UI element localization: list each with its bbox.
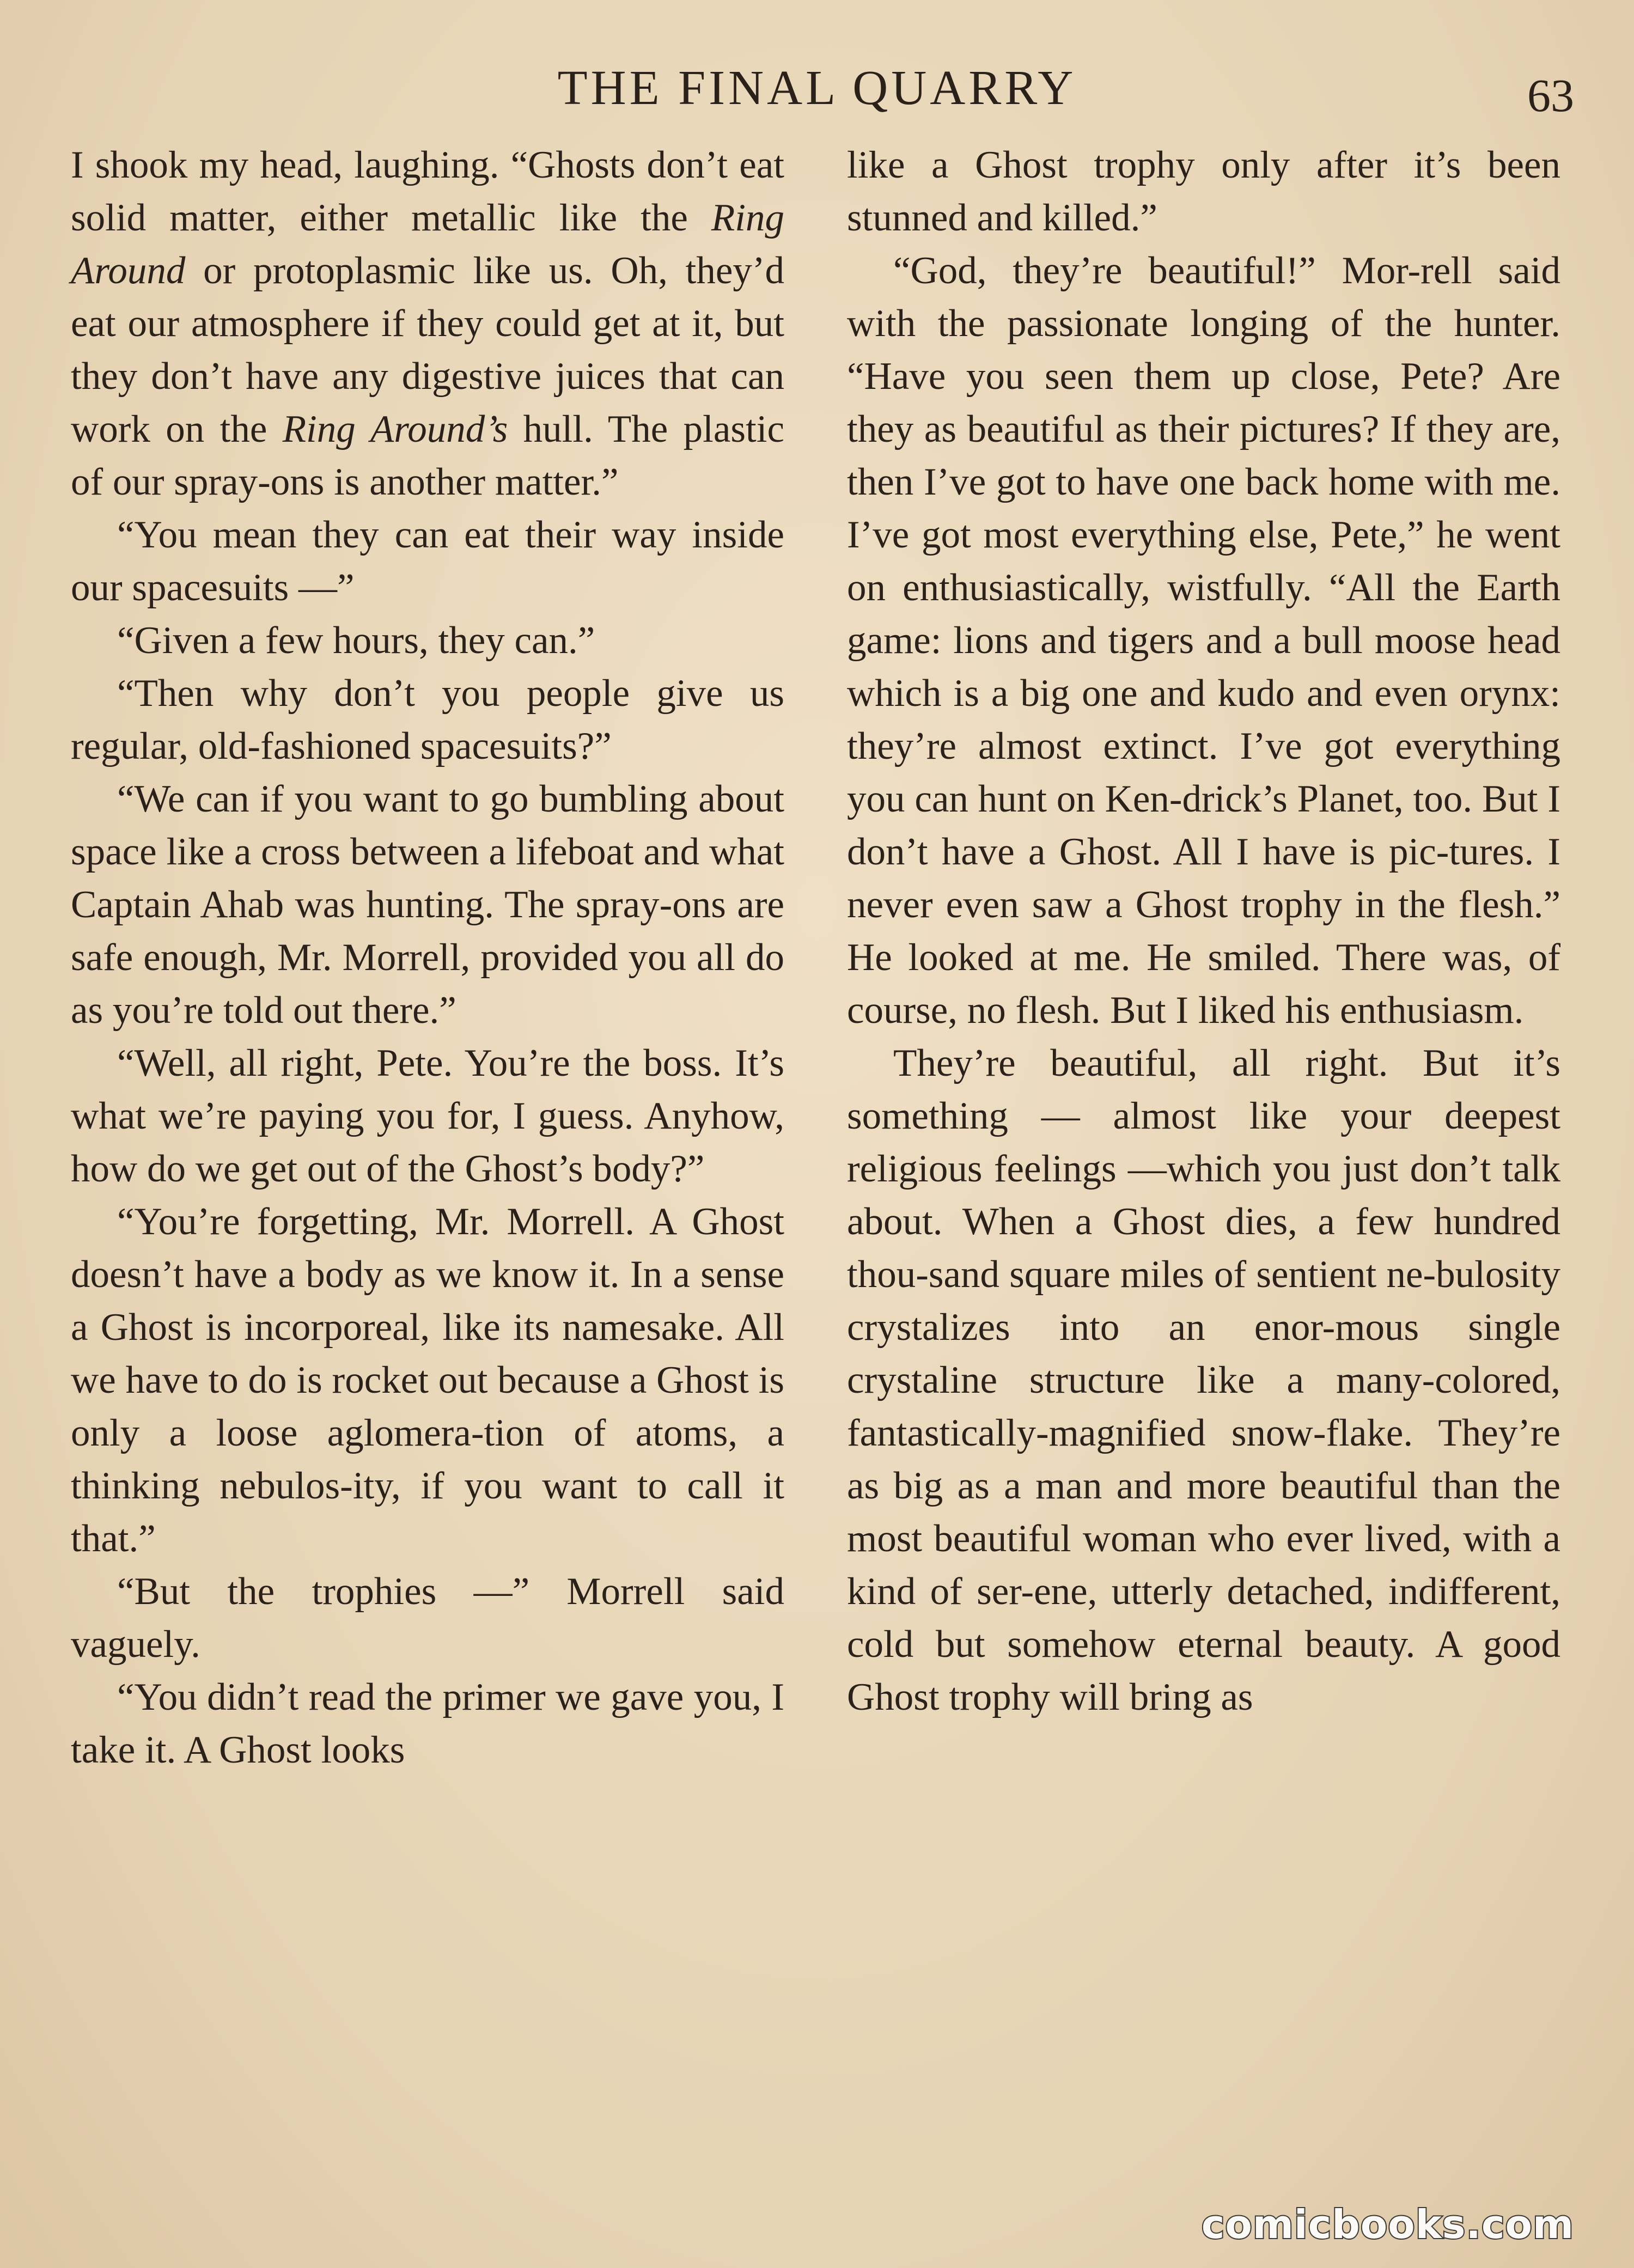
paragraph: “We can if you want to go bumbling about space like a cross between a lifeboat and what Captain Ahab was hunting. The spray-ons are safe enough, Mr. Morrell, provided you all do as you’re told out there.” — [71, 778, 784, 1032]
paragraph: “Given a few hours, they can.” — [117, 619, 595, 662]
running-title: THE FINAL QUARRY — [557, 61, 1077, 115]
watermark: comicbooks.com — [1201, 2202, 1574, 2247]
paragraph: “You’re forgetting, Mr. Morrell. A Ghost doesn’t have a body as we know it. In a sense a Ghost is incorporeal, like its namesake. All we have to do is rocket out because a Ghost is only a loose aglomera-tion of atoms, a thinking nebulos-ity, if you want to call it that.” — [71, 1200, 784, 1560]
paragraph: I shook my head, laughing. “Ghosts don’t eat solid matter, either metallic like the Ring Around or protoplasmic like us. Oh, they’d eat our atmosphere if they could get at it, but they don’t have any digestive juices that can work on the Ring Around’s hull. The plastic of our spray-ons is another matter.” — [71, 144, 784, 503]
paragraph: “You mean they can eat their way inside our spacesuits —” — [71, 514, 784, 609]
left-column — [71, 139, 784, 1777]
page-number: 63 — [1527, 69, 1574, 121]
ship-name: Ring Around — [71, 197, 784, 292]
ship-name: Ring Around’s — [282, 408, 508, 450]
paragraph: “Then why don’t you people give us regular, old-fashioned spacesuits?” — [71, 672, 784, 767]
paragraph: “God, they’re beautiful!” Mor-rell said with the passionate longing of the hunter. “Have you seen them up close, Pete? Are they as beautiful as their pictures? If they are, then I’ve got to have one back home with me. I’ve got most everything else, Pete,” he went on enthusiastically, wistfully. “All the Earth game: lions and tigers and a bull moose head which is a big one and kudo and even orynx: they’re almost extinct. I’ve got everything you can hunt on Ken-drick’s Planet, too. But I don’t have a Ghost. All I have is pic-tures. I never even saw a Ghost trophy in the flesh.” He looked at me. He smiled. There was, of course, no flesh. But I liked his enthusiasm. — [847, 249, 1560, 1032]
paragraph: like a Ghost trophy only after it’s been stunned and killed.” — [847, 144, 1560, 239]
paragraph: “You didn’t read the primer we gave you, I take it. A Ghost looks — [71, 1676, 784, 1771]
paragraph: “But the trophies —” Morrell said vaguely. — [71, 1570, 784, 1666]
right-column — [847, 139, 1560, 1724]
paragraph: They’re beautiful, all right. But it’s something — almost like your deepest religious feelings —which you just don’t talk about. When a Ghost dies, a few hundred thou-sand square miles of sentient ne-bulosity crystalizes into an enor-mous single crystaline structure like a many-colored, fantastically-magnified snow-flake. They’re as big as a man and more beautiful than the most beautiful woman who ever lived, with a kind of ser-ene, utterly detached, indifferent, cold but somehow eternal beauty. A good Ghost trophy will bring as — [847, 1042, 1560, 1718]
paragraph: “Well, all right, Pete. You’re the boss. It’s what we’re paying you for, I guess. Anyhow, how do we get out of the Ghost’s body?” — [71, 1042, 784, 1190]
